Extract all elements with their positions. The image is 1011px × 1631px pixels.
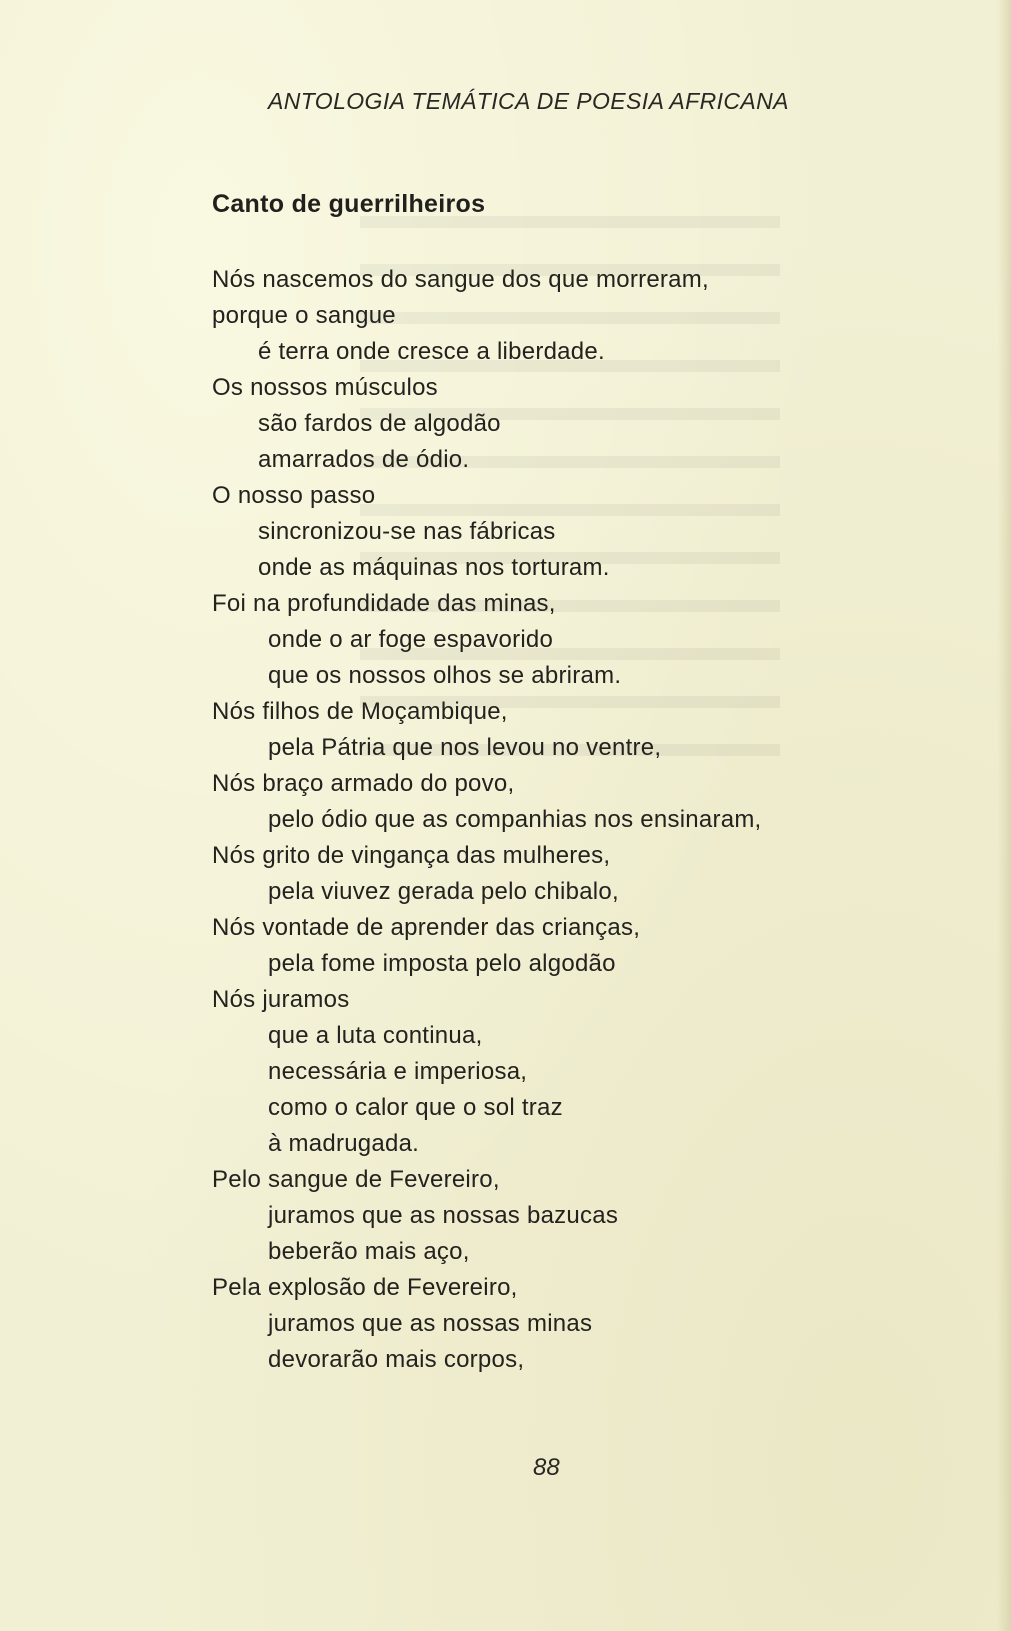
poem-line: beberão mais aço, bbox=[268, 1238, 470, 1265]
poem-title: Canto de guerrilheiros bbox=[212, 190, 486, 218]
poem-line: onde o ar foge espavorido bbox=[268, 626, 554, 653]
poem-line: pela fome imposta pelo algodão bbox=[268, 950, 616, 977]
poem-line: são fardos de algodão bbox=[258, 410, 501, 437]
poem-line: Nós juramos bbox=[212, 986, 350, 1013]
poem-line: que os nossos olhos se abriram. bbox=[268, 662, 622, 689]
poem-line: Nós grito de vingança das mulheres, bbox=[212, 842, 611, 869]
poem-line: Nós vontade de aprender das crianças, bbox=[212, 914, 641, 941]
poem-line: porque o sangue bbox=[212, 302, 396, 329]
poem-line: necessária e imperiosa, bbox=[268, 1058, 528, 1085]
poem-body bbox=[212, 262, 952, 1378]
poem-line: onde as máquinas nos torturam. bbox=[258, 554, 610, 581]
page-number: 88 bbox=[533, 1454, 560, 1481]
poem-line: devorarão mais corpos, bbox=[268, 1346, 525, 1373]
poem-line: O nosso passo bbox=[212, 482, 376, 509]
poem-line: pelo ódio que as companhias nos ensinaram, bbox=[268, 806, 762, 833]
poem-line: Pela explosão de Fevereiro, bbox=[212, 1274, 518, 1301]
poem-line: Pelo sangue de Fevereiro, bbox=[212, 1166, 500, 1193]
poem-line: à madrugada. bbox=[268, 1130, 420, 1157]
poem-line: amarrados de ódio. bbox=[258, 446, 470, 473]
poem-line: como o calor que o sol traz bbox=[268, 1094, 563, 1121]
running-head: ANTOLOGIA TEMÁTICA DE POESIA AFRICANA bbox=[268, 88, 789, 114]
poem-line: que a luta continua, bbox=[268, 1022, 483, 1049]
poem-line: sincronizou-se nas fábricas bbox=[258, 518, 556, 545]
poem-line: juramos que as nossas bazucas bbox=[268, 1202, 619, 1229]
poem-line: juramos que as nossas minas bbox=[268, 1310, 593, 1337]
poem-line: pela Pátria que nos levou no ventre, bbox=[268, 734, 662, 761]
page-edge bbox=[997, 0, 1011, 1631]
poem-line: Foi na profundidade das minas, bbox=[212, 590, 556, 617]
poem-line: pela viuvez gerada pelo chibalo, bbox=[268, 878, 619, 905]
poem-line: Os nossos músculos bbox=[212, 374, 438, 401]
poem-line: Nós filhos de Moçambique, bbox=[212, 698, 508, 725]
poem-line: Nós braço armado do povo, bbox=[212, 770, 515, 797]
poem-line: Nós nascemos do sangue dos que morreram, bbox=[212, 266, 709, 293]
poem-line: é terra onde cresce a liberdade. bbox=[258, 338, 605, 365]
